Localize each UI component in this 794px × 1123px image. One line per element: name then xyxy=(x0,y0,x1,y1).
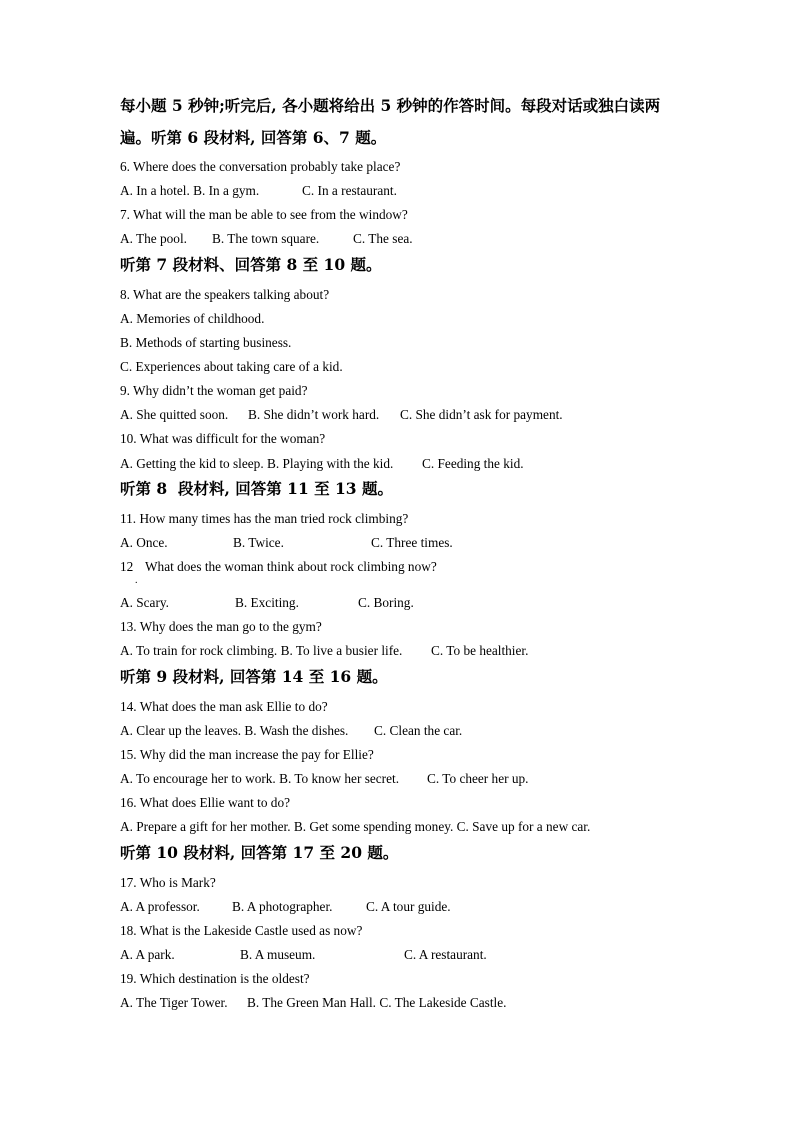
q6-option-c: C. In a restaurant. xyxy=(302,183,397,198)
question-13: 13. Why does the man go to the gym? xyxy=(120,619,322,634)
q8-option-b: B. Methods of starting business. xyxy=(120,335,292,350)
q14-option-c: C. Clean the car. xyxy=(374,723,463,738)
q19-option-a: A. The Tiger Tower. xyxy=(120,995,228,1010)
section-7-heading: 听第 7 段材料、回答第 8 至 10 题。 xyxy=(120,255,382,274)
question-11: 11. How many times has the man tried rock climbing? xyxy=(120,511,409,526)
q9-option-a: A. She quitted soon. xyxy=(120,407,229,422)
q19-options-bc: B. The Green Man Hall. C. The Lakeside Castle. xyxy=(247,995,507,1010)
q7-option-c: C. The sea. xyxy=(353,231,413,246)
question-15: 15. Why did the man increase the pay for Ellie? xyxy=(120,747,374,762)
q10-option-c: C. Feeding the kid. xyxy=(422,456,524,471)
intro-line-2: 遍。听第 6 段材料, 回答第 6、7 题。 xyxy=(120,128,387,147)
section-8-heading: 听第 8 段材料, 回答第 11 至 13 题。 xyxy=(120,479,393,498)
question-17: 17. Who is Mark? xyxy=(120,875,216,890)
q9-option-b: B. She didn’t work hard. xyxy=(248,407,380,422)
q12-option-a: A. Scary. xyxy=(120,595,169,610)
q18-option-a: A. A park. xyxy=(120,947,175,962)
q17-option-c: C. A tour guide. xyxy=(366,899,451,914)
q11-option-b: B. Twice. xyxy=(233,535,284,550)
question-6: 6. Where does the conversation probably take place? xyxy=(120,159,401,174)
q16-options: A. Prepare a gift for her mother. B. Get some spending money. C. Save up for a new car. xyxy=(120,819,591,834)
q9-option-c: C. She didn’t ask for payment. xyxy=(400,407,563,422)
q18-option-b: B. A museum. xyxy=(240,947,316,962)
question-19: 19. Which destination is the oldest? xyxy=(120,971,310,986)
q6-options-ab: A. In a hotel. B. In a gym. xyxy=(120,183,260,198)
question-7: 7. What will the man be able to see from the window? xyxy=(120,207,408,222)
q12-option-b: B. Exciting. xyxy=(235,595,299,610)
q10-options-ab: A. Getting the kid to sleep. B. Playing with the kid. xyxy=(120,456,394,471)
q8-option-a: A. Memories of childhood. xyxy=(120,311,265,326)
intro-line-1: 每小题 5 秒钟;听完后, 各小题将给出 5 秒钟的作答时间。每段对话或独白读两 xyxy=(120,96,661,115)
q8-option-c: C. Experiences about taking care of a kid. xyxy=(120,359,343,374)
q7-option-a: A. The pool. xyxy=(120,231,187,246)
section-10-heading: 听第 10 段材料, 回答第 17 至 20 题。 xyxy=(120,843,399,862)
section-9-heading: 听第 9 段材料, 回答第 14 至 16 题。 xyxy=(120,667,388,686)
q11-option-a: A. Once. xyxy=(120,535,168,550)
question-16: 16. What does Ellie want to do? xyxy=(120,795,290,810)
question-12-number: 12 xyxy=(120,559,134,574)
q13-options-ab: A. To train for rock climbing. B. To live a busier life. xyxy=(120,643,403,658)
q15-option-c: C. To cheer her up. xyxy=(427,771,529,786)
question-8: 8. What are the speakers talking about? xyxy=(120,287,330,302)
q12-option-c: C. Boring. xyxy=(358,595,414,610)
question-18: 18. What is the Lakeside Castle used as now? xyxy=(120,923,363,938)
question-9: 9. Why didn’t the woman get paid? xyxy=(120,383,308,398)
q13-option-c: C. To be healthier. xyxy=(431,643,529,658)
question-14: 14. What does the man ask Ellie to do? xyxy=(120,699,328,714)
q7-option-b: B. The town square. xyxy=(212,231,320,246)
question-10: 10. What was difficult for the woman? xyxy=(120,431,326,446)
q11-option-c: C. Three times. xyxy=(371,535,453,550)
q17-option-b: B. A photographer. xyxy=(232,899,333,914)
q14-options-ab: A. Clear up the leaves. B. Wash the dishes. xyxy=(120,723,349,738)
question-12: What does the woman think about rock climbing now? xyxy=(145,559,437,574)
q18-option-c: C. A restaurant. xyxy=(404,947,487,962)
question-12-dot: . xyxy=(135,575,138,586)
q15-options-ab: A. To encourage her to work. B. To know her secret. xyxy=(120,771,400,786)
q17-option-a: A. A professor. xyxy=(120,899,200,914)
